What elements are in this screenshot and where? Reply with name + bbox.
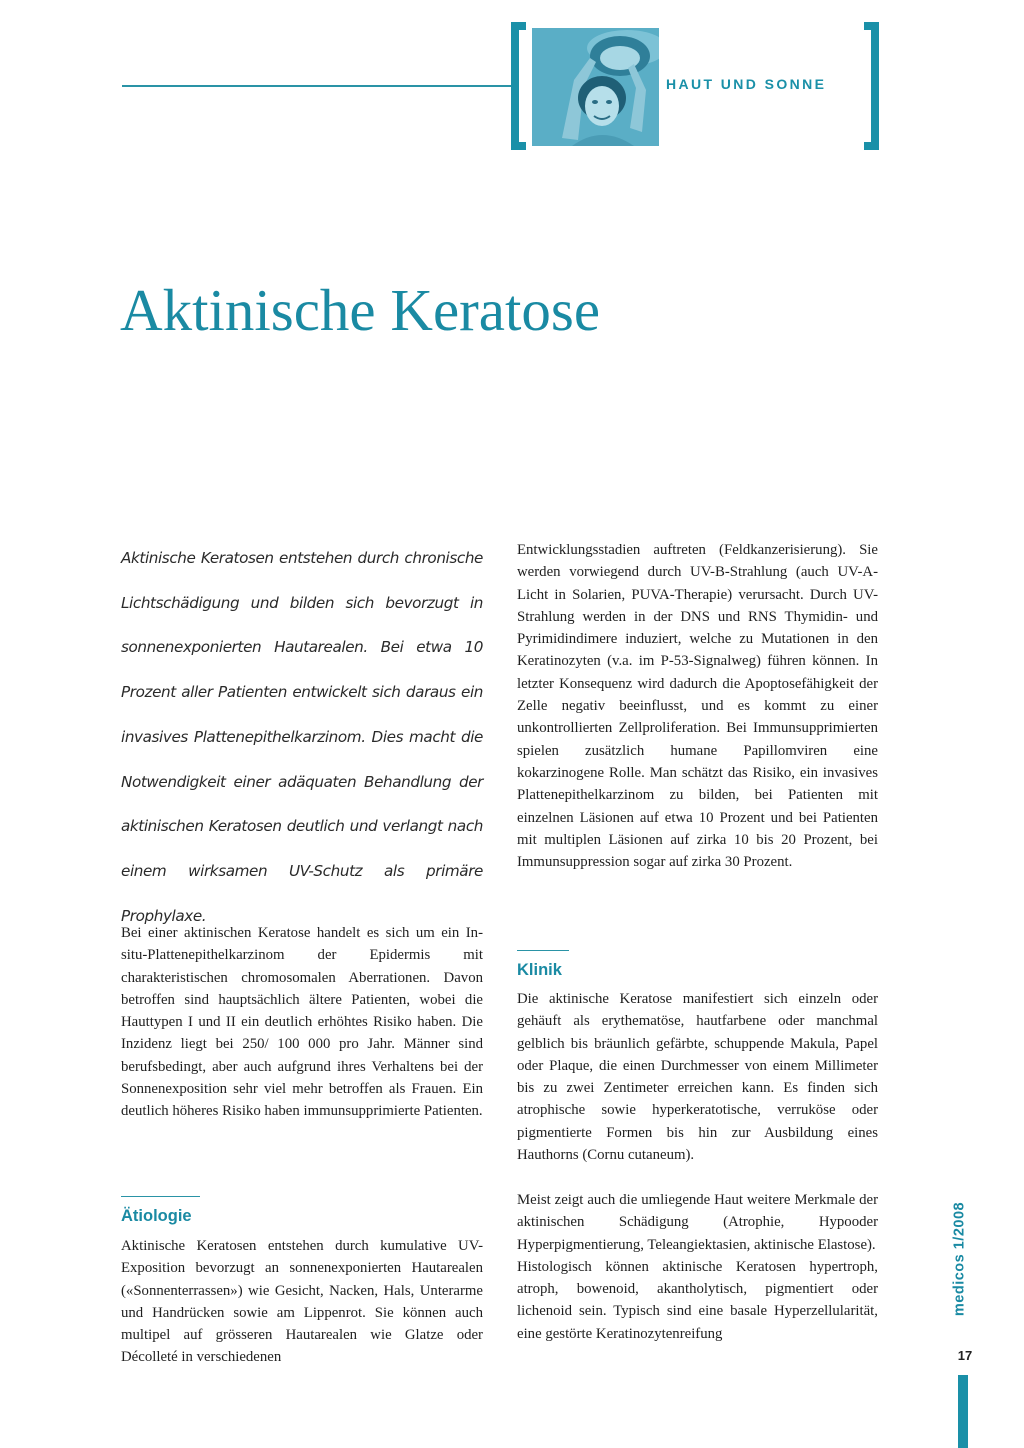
klinik-paragraph-2 (517, 1189, 878, 1345)
section-title: HAUT UND SONNE (666, 76, 827, 92)
klinik-rule (517, 950, 569, 951)
intro-paragraph: Bei einer aktinischen Keratose handelt es sich um ein In-situ-Plattenepithelkarzinom der Epidermis mit charakteristischen chromosomalen Aberrationen. Davon betroffen sind hauptsächlich ältere Patienten, wobei die Hauttypen I und II ein deutlich erhöhtes Risiko haben. Die Inzidenz liegt bei 250/ 100 000 pro Jahr. Männer sind berufsbedingt, aber auch aufgrund ihres Verhaltens bei der Sonnenexposition sehr viel mehr betroffen als Frauen. Ein deutlich höheres Risiko haben immunsupprimierte Patienten. (121, 925, 483, 1120)
woman-with-hat-image (532, 28, 659, 146)
klinik-heading: Klinik (517, 961, 562, 979)
page-number: 17 (957, 1348, 973, 1363)
page-side-bar (958, 1375, 968, 1448)
aetiologie-heading: Ätiologie (121, 1207, 192, 1225)
article-headline: Aktinische Keratose (120, 277, 601, 343)
aetiologie-paragraph: Aktinische Keratosen entstehen durch kumulative UV-Exposition bevorzugt an sonnenexponierten Hautarealen («Sonnenterrassen») wie Gesicht, Nacken, Hals, Unterarme und Handrücken sowie am Lippenrot. Sie können auch multipel auf grösseren Hautarealen wie Glatze oder Décolleté in verschiedenen (121, 1238, 483, 1366)
journal-issue: medicos 1/2008 (951, 1201, 968, 1317)
lead-paragraph: Aktinische Keratosen entstehen durch chronische Lichtschädigung und bilden sich bevorzugt in sonnenexponierten Hautarealen. Bei etwa 10 Prozent aller Patienten entwickelt sich daraus ein invasives Plattenepithelkarzinom. Dies macht die Notwendigkeit einer adäquaten Behandlung der aktinischen Keratosen deutlich und verlangt nach einem wirksamen UV-Schutz als primäre Prophylaxe. (121, 549, 483, 925)
header-photo (532, 28, 659, 146)
left-bracket (511, 22, 526, 150)
klinik-paragraph-2-text: Meist zeigt auch die umliegende Haut weitere Merkmale der aktinischen Schädigung (Atrophie, Hypooder Hyperpigmentierung, Teleangiektasien, aktinische Elastose). (517, 1192, 878, 1253)
klinik-paragraph-3-text: Histologisch können aktinische Keratosen hypertroph, atroph, bowenoid, akantholytisch, pigmentiert oder lichenoid sein. Typisch sind eine basale Hyperzellularität, eine gestörte Keratinozytenreifung (517, 1258, 878, 1342)
header-rule (122, 85, 514, 87)
aetiologie-rule (121, 1196, 200, 1197)
right-bracket (864, 22, 879, 150)
klinik-paragraph-1: Die aktinische Keratose manifestiert sich einzeln oder gehäuft als erythematöse, hautfarbene oder manchmal gelblich bis bräunlich gefärbte, schuppende Makula, Papel oder Plaque, die einen Durchmesser von einem Millimeter bis zu zwei Zentimeter erreichen kann. Es finden sich atrophische sowie hyperkeratotische, verruköse oder pigmentierte Formen bis hin zur Ausbildung eines Hauthorns (Cornu cutaneum). (517, 991, 878, 1164)
continuation-paragraph: Entwicklungsstadien auftreten (Feldkanzerisierung). Sie werden vorwiegend durch UV-B-Strahlung (auch UV-A-Licht in Solarien, PUVA-Therapie) verursacht. Durch UV-Strahlung werden in der DNS und RNS Thymidin- und Pyrimidindimere induziert, welche zu Mutationen in den Keratinozyten (v.a. im P-53-Signalweg) führen können. In letzter Konsequenz wird dadurch die Apoptosefähigkeit der Zelle negativ beeinflusst, und es kommt zu einer unkontrollierten Zellproliferation. Bei Immunsupprimierten spielen zusätzlich humane Papillomviren eine kokarzinogene Rolle. Man schätzt das Risiko, ein invasives Plattenepithelkarzinom zu bilden, bei Patienten mit einzelnen Läsionen auf etwa 10 Prozent und bei Patienten mit multiplen Läsionen auf zirka 10 bis 20 Prozent, bei Immunsuppression sogar auf zirka 30 Prozent. (517, 542, 878, 871)
